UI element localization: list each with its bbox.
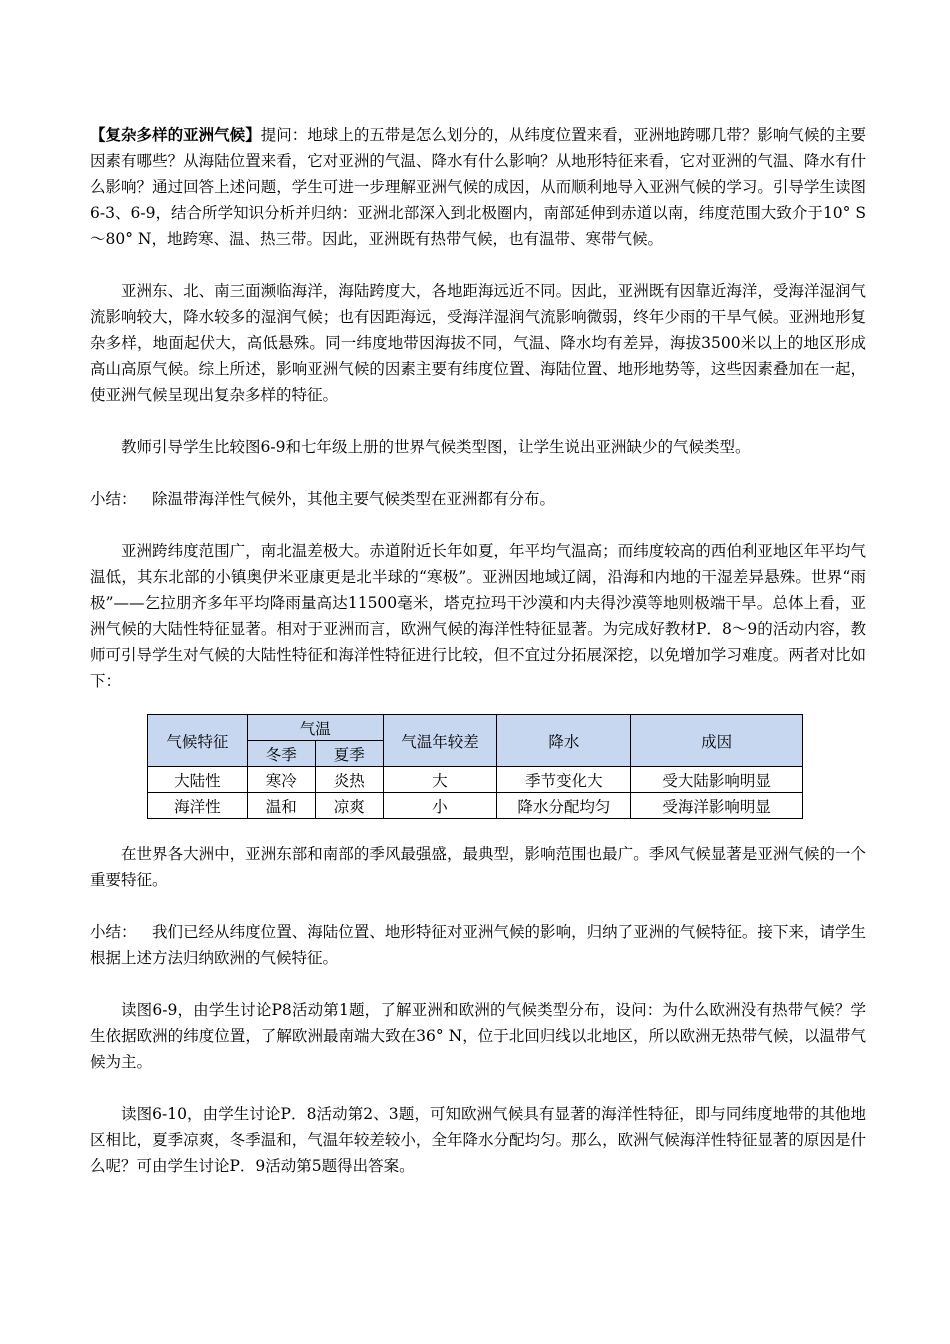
header-summer: 夏季 bbox=[315, 741, 383, 767]
header-annual-range: 气温年较差 bbox=[383, 715, 497, 767]
cell-cause: 受大陆影响明显 bbox=[631, 767, 803, 793]
paragraph-teacher-guide: 教师引导学生比较图6-9和七年级上册的世界气候类型图，让学生说出亚洲缺少的气候类型。 bbox=[121, 438, 751, 456]
table-row bbox=[148, 793, 803, 819]
intro-text: 提问：地球上的五带是怎么划分的，从纬度位置来看，亚洲地跨哪几带？影响气候的主要因素有哪些？从海陆位置来看，它对亚洲的气温、降水有什么影响？从地形特征来看，它对亚洲的气温、降水有什么影响？通过回答上述问题，学生可进一步理解亚洲气候的成因，从而顺利地导入亚洲气候的学习。引导学生读图6-3、6-9，结合所学知识分析并归纳：亚洲北部深入到北极圈内，南部延伸到赤道以南，纬度范围大致介于10° S～80° N，地跨寒、温、热三带。因此，亚洲既有热带气候，也有温带、寒带气候。 bbox=[90, 126, 866, 248]
paragraph-europe-no-tropical: 读图6-9，由学生讨论P8活动第1题，了解亚洲和欧洲的气候类型分布，设问：为什么欧洲没有热带气候？学生依据欧洲的纬度位置，了解欧洲最南端大致在36° N，位于北回归线以北地区，所以欧洲无热带气候，以温带气候为主。 bbox=[90, 1001, 866, 1071]
summary-text: 除温带海洋性气候外，其他主要气候类型在亚洲都有分布。 bbox=[152, 490, 556, 508]
header-climate-feature: 气候特征 bbox=[148, 715, 248, 767]
summary-label: 小结： bbox=[90, 490, 137, 508]
header-winter: 冬季 bbox=[247, 741, 315, 767]
paragraph-monsoon: 在世界各大洲中，亚洲东部和南部的季风最强盛，最典型，影响范围也最广。季风气候显著是亚洲气候的一个重要特征。 bbox=[90, 845, 866, 889]
cell-summer: 炎热 bbox=[315, 767, 383, 793]
table-row bbox=[148, 767, 803, 793]
cell-winter: 温和 bbox=[247, 793, 315, 819]
summary-2 bbox=[90, 919, 866, 971]
paragraph-europe-maritime: 读图6-10，由学生讨论P．8活动第2、3题，可知欧洲气候具有显著的海洋性特征，即与同纬度地带的其他地区相比，夏季凉爽，冬季温和，气温年较差较小，全年降水分配均匀。那么，欧洲气候海洋性特征显著的原因是什么呢？可由学生讨论P．9活动第5题得出答案。 bbox=[90, 1105, 866, 1175]
paragraph-sea-land-terrain: 亚洲东、北、南三面濒临海洋，海陆跨度大，各地距海远近不同。因此，亚洲既有因靠近海洋，受海洋湿润气流影响较大，降水较多的湿润气候；也有因距海远，受海洋湿润气流影响微弱，终年少雨的干旱气候。亚洲地形复杂多样，地面起伏大，高低悬殊。同一纬度地带因海拔不同，气温、降水均有差异，海拔3500米以上的地区形成高山高原气候。综上所述，影响亚洲气候的因素主要有纬度位置、海陆位置、地形地势等，这些因素叠加在一起，使亚洲气候呈现出复杂多样的特征。 bbox=[90, 282, 866, 404]
paragraph-continental-climate: 亚洲跨纬度范围广，南北温差极大。赤道附近长年如夏，年平均气温高；而纬度较高的西伯利亚地区年平均气温低，其东北部的小镇奥伊米亚康更是北半球的“寒极”。亚洲因地域辽阔，沿海和内地的干湿差异悬殊。世界“雨极”——乞拉朋齐多年平均降雨量高达11500毫米，塔克拉玛干沙漠和内夫得沙漠等地则极端干旱。总体上看，亚洲气候的大陆性特征显著。相对于亚洲而言，欧洲气候的海洋性特征显著。为完成好教材P．8～9的活动内容，教师可引导学生对气候的大陆性特征和海洋性特征进行比较，但不宜过分拓展深挖，以免增加学习难度。两者对比如下： bbox=[90, 542, 866, 690]
document-page bbox=[90, 122, 866, 1179]
climate-comparison-table bbox=[147, 714, 803, 819]
cell-feature: 海洋性 bbox=[148, 793, 248, 819]
header-temperature: 气温 bbox=[247, 715, 383, 741]
section-title: 【复杂多样的亚洲气候】 bbox=[90, 125, 261, 144]
paragraph-asian-climate-intro bbox=[90, 122, 866, 252]
cell-precip: 降水分配均匀 bbox=[497, 793, 631, 819]
cell-summer: 凉爽 bbox=[315, 793, 383, 819]
header-precipitation: 降水 bbox=[497, 715, 631, 767]
summary-label: 小结： bbox=[90, 923, 137, 941]
summary-1 bbox=[90, 486, 866, 512]
cell-winter: 寒冷 bbox=[247, 767, 315, 793]
cell-cause: 受海洋影响明显 bbox=[631, 793, 803, 819]
cell-range: 大 bbox=[383, 767, 497, 793]
cell-feature: 大陆性 bbox=[148, 767, 248, 793]
summary-text: 我们已经从纬度位置、海陆位置、地形特征对亚洲气候的影响，归纳了亚洲的气候特征。接下来，请学生根据上述方法归纳欧洲的气候特征。 bbox=[90, 923, 866, 967]
header-cause: 成因 bbox=[631, 715, 803, 767]
cell-precip: 季节变化大 bbox=[497, 767, 631, 793]
cell-range: 小 bbox=[383, 793, 497, 819]
